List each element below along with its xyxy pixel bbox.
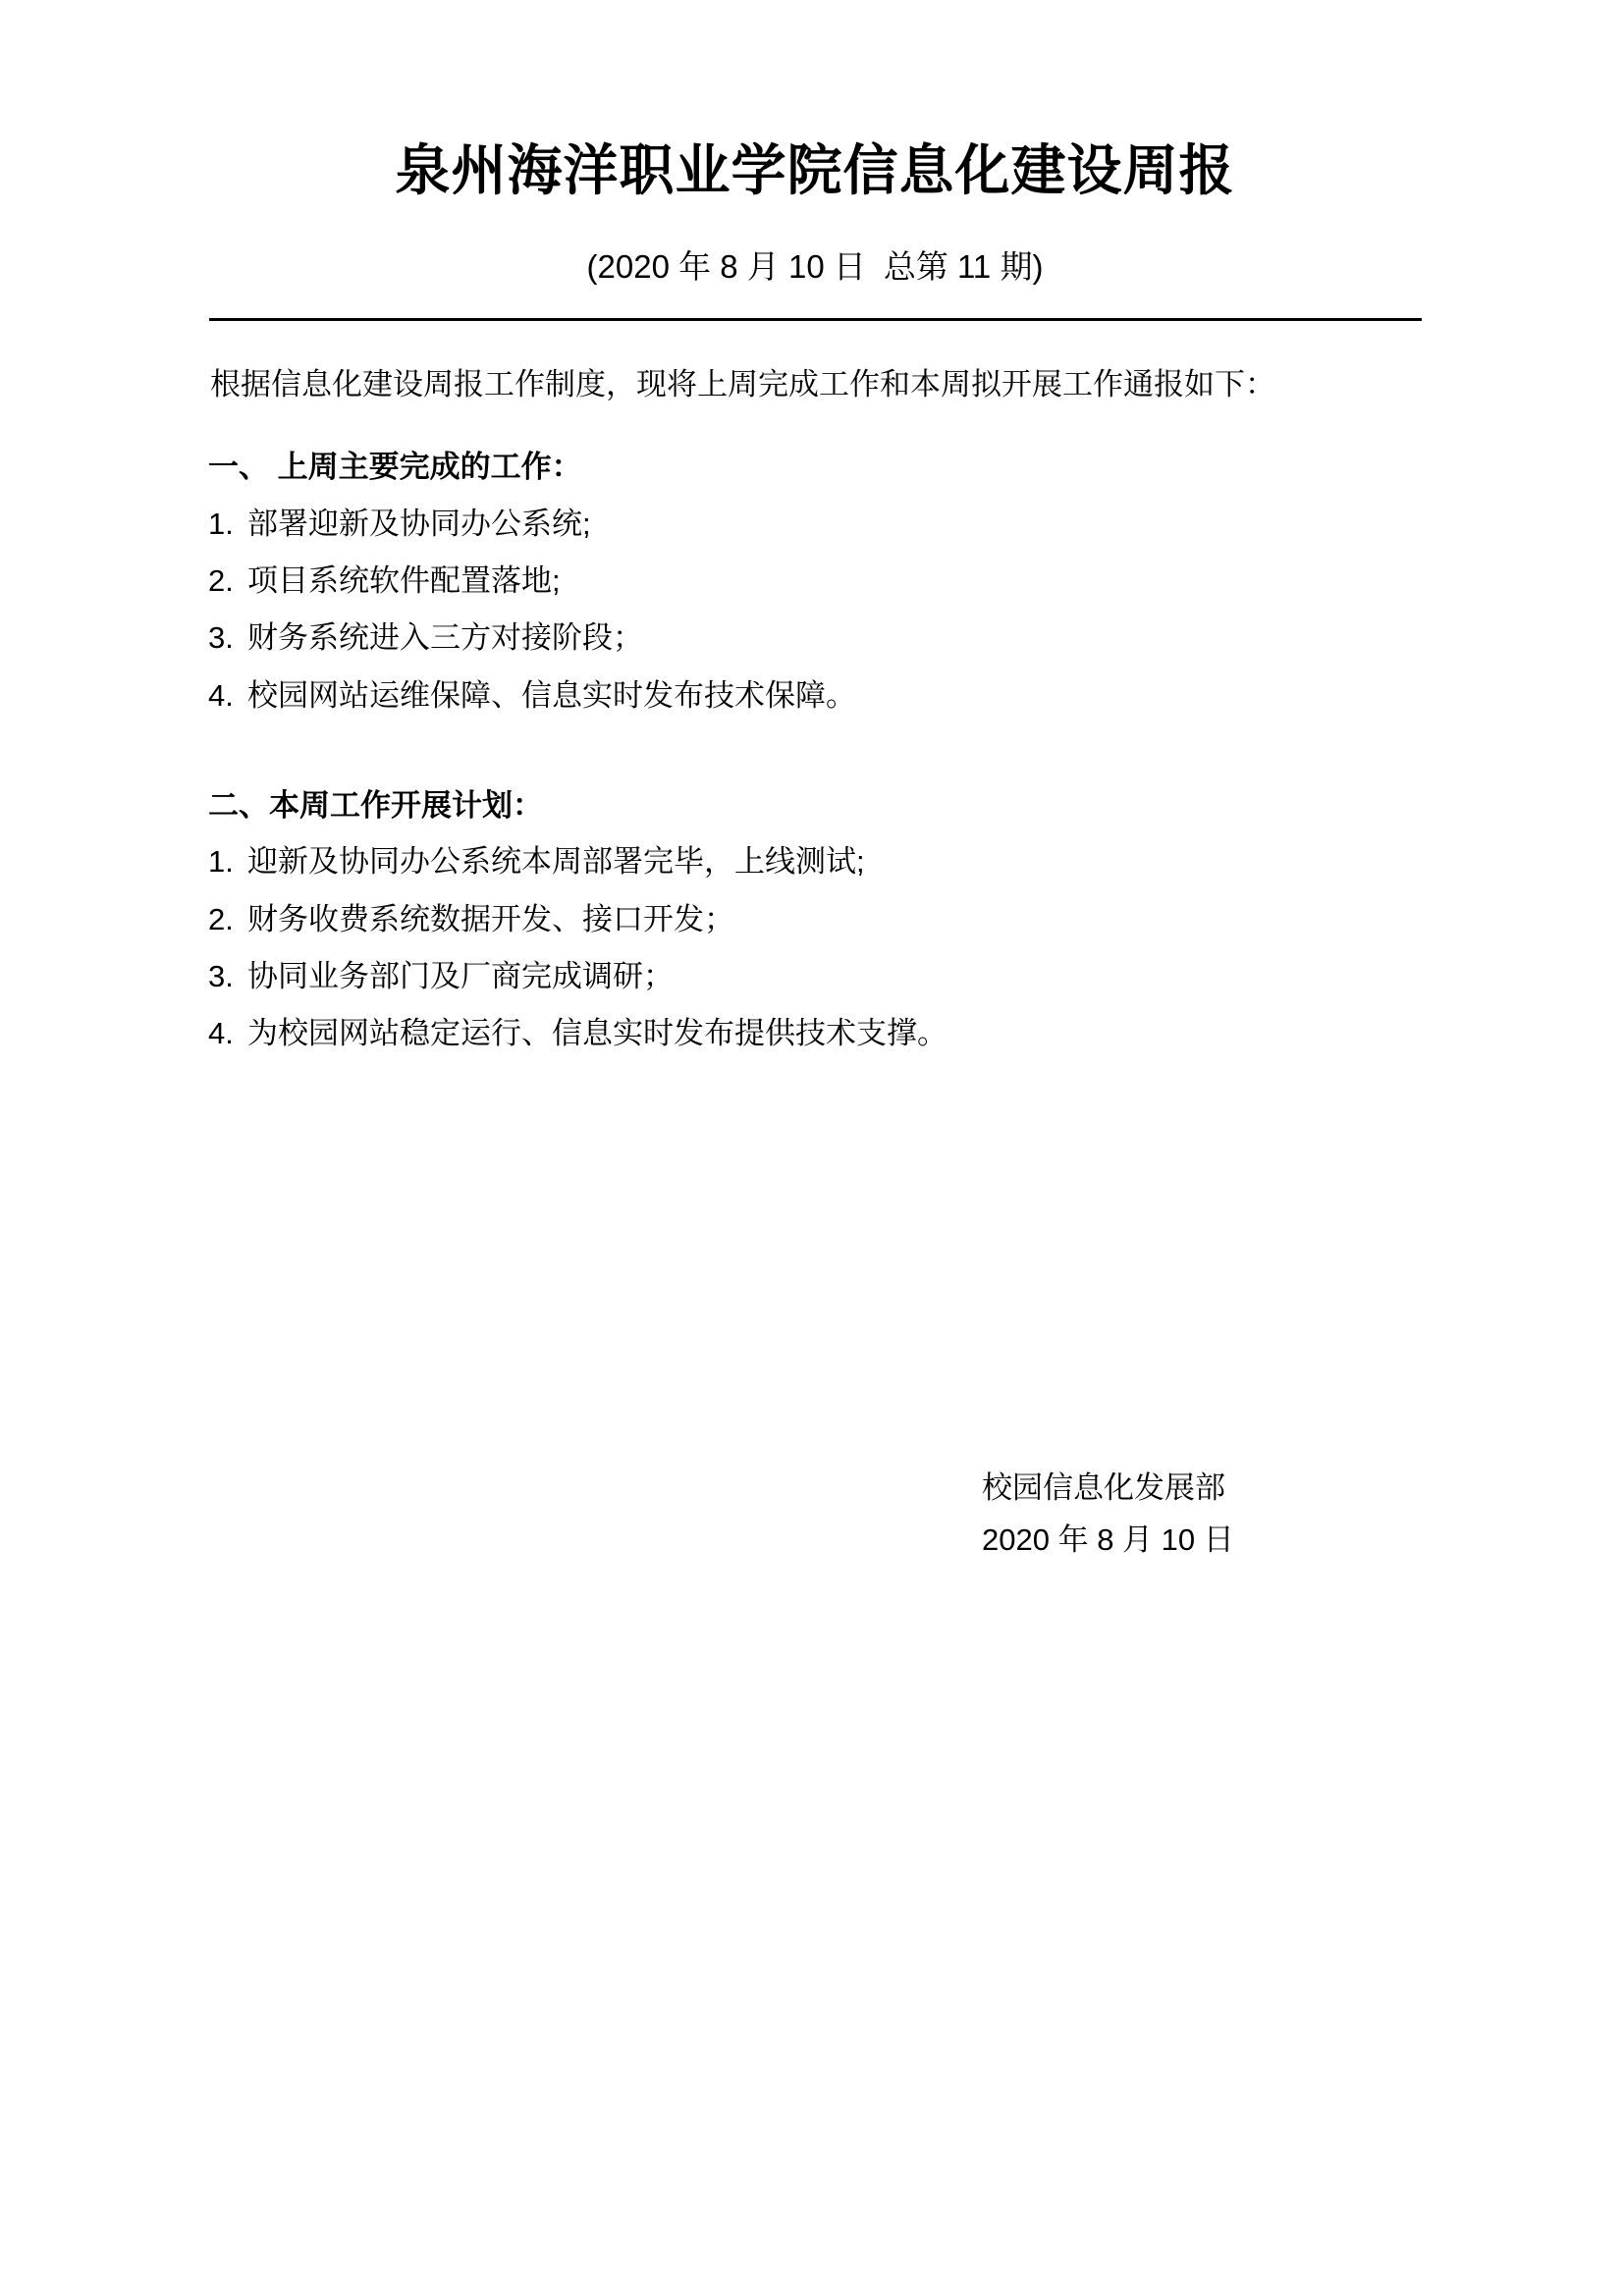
signature-block — [982, 1463, 1234, 1566]
list-item-text: 财务系统进入三方对接阶段； — [247, 620, 643, 656]
list-item-text: 为校园网站稳定运行、信息实时发布提供技术支撑。 — [247, 1016, 947, 1051]
weekly-plan-list — [147, 829, 1483, 1058]
completed-work-list — [147, 492, 1483, 721]
list-item — [147, 1001, 1483, 1058]
list-item — [147, 606, 1483, 663]
document-body — [147, 0, 1483, 1058]
list-item — [147, 944, 1483, 1001]
list-item-text: 迎新及协同办公系统本周部署完毕，上线测试; — [247, 844, 865, 880]
list-item-number: 3. — [208, 958, 234, 993]
list-item-number: 2. — [208, 901, 234, 936]
list-item — [147, 829, 1483, 886]
subtitle-issue: 总第 11 期) — [883, 248, 1044, 286]
list-item — [147, 887, 1483, 944]
document-subtitle — [147, 203, 1483, 289]
list-item — [147, 549, 1483, 606]
intro-paragraph: 根据信息化建设周报工作制度，现将上周完成工作和本周拟开展工作通报如下： — [210, 367, 1275, 402]
list-item-number: 3. — [208, 620, 234, 656]
list-item-text: 项目系统软件配置落地; — [247, 563, 561, 599]
list-item-number: 2. — [208, 563, 234, 599]
list-item-text: 校园网站运维保障、信息实时发布技术保障。 — [247, 677, 856, 713]
list-item-number: 1. — [208, 844, 234, 880]
list-item-text: 协同业务部门及厂商完成调研； — [247, 958, 674, 993]
list-item-number: 4. — [208, 1016, 234, 1051]
list-item-number: 1. — [208, 506, 234, 541]
section-heading-weekly-plan: 二、本周工作开展计划： — [208, 787, 543, 823]
signature-department: 校园信息化发展部 — [982, 1470, 1225, 1505]
section-heading-completed-work: 一、 上周主要完成的工作： — [208, 450, 582, 485]
list-item-text: 部署迎新及协同办公系统; — [247, 506, 591, 541]
signature-date: 2020 年 8 月 10 日 — [982, 1522, 1234, 1557]
list-item — [147, 664, 1483, 721]
page-title: 泉州海洋职业学院信息化建设周报 — [395, 139, 1235, 201]
subtitle-date: (2020 年 8 月 10 日 — [586, 248, 866, 286]
list-item-text: 财务收费系统数据开发、接口开发； — [247, 901, 734, 936]
list-item — [147, 492, 1483, 549]
list-item-number: 4. — [208, 677, 234, 713]
